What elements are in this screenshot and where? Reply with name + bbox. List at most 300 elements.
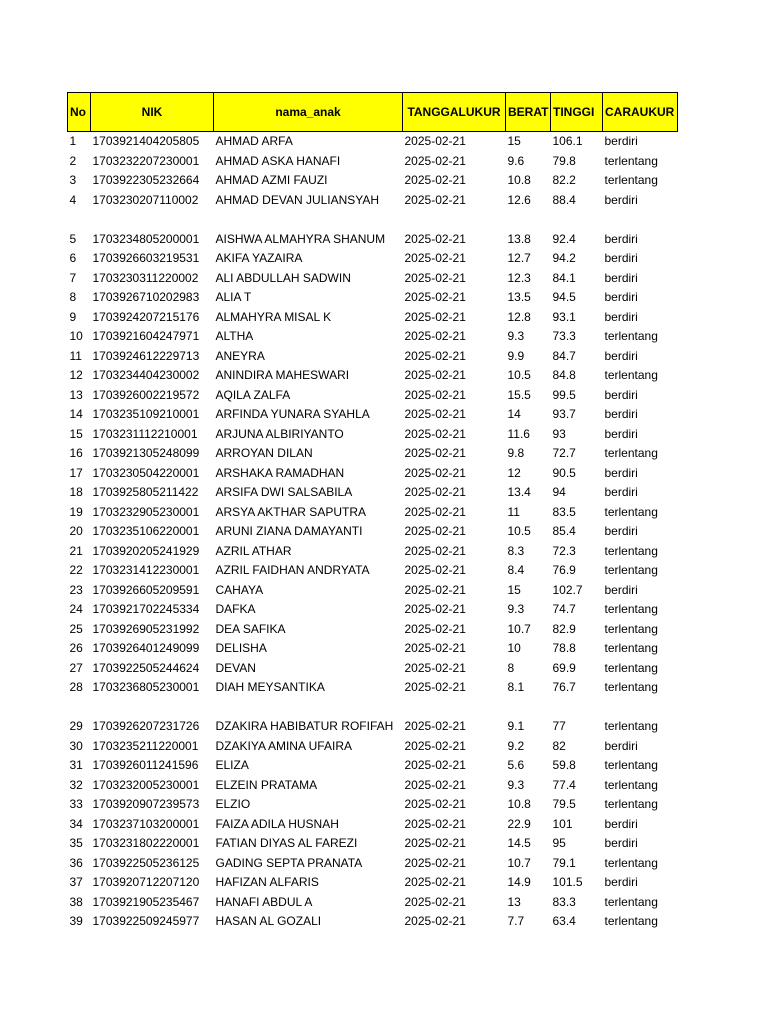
table-row [68,288,678,308]
cell-no[interactable]: 38 [69,894,83,909]
cell-no[interactable]: 19 [69,504,83,519]
cell-no[interactable]: 29 [69,719,83,734]
cell-caraukur[interactable]: berdiri [604,290,638,305]
cell-nik[interactable]: 1703234404230002 [92,368,200,383]
cell-caraukur[interactable]: terlentang [604,680,658,695]
cell-berat[interactable]: 8.4 [507,563,525,578]
cell-caraukur[interactable]: terlentang [604,504,658,519]
cell-berat[interactable]: 12 [507,465,521,480]
cell-tinggi[interactable]: 77 [552,719,566,734]
cell-nik[interactable]: 1703920205241929 [92,543,200,558]
cell-nama-anak[interactable]: AZRIL ATHAR [215,543,292,558]
cell-berat[interactable]: 14 [507,407,521,422]
cell-no[interactable]: 12 [69,368,83,383]
cell-berat[interactable]: 15 [507,582,521,597]
cell-no[interactable]: 9 [69,309,77,324]
table-row [68,171,678,191]
blank-cell [214,698,403,718]
cell-nik[interactable]: 1703235211220001 [92,738,199,753]
cell-caraukur[interactable]: terlentang [604,173,658,188]
cell-tanggalukur[interactable]: 2025-02-21 [404,719,466,734]
cell-nama-anak[interactable]: DIAH MEYSANTIKA [215,680,325,695]
cell-no[interactable]: 34 [69,816,83,831]
cell-caraukur[interactable]: berdiri [604,485,638,500]
cell-tinggi[interactable]: 79.5 [552,797,576,812]
cell-berat[interactable]: 10.8 [507,797,531,812]
cell-nik[interactable]: 1703232207230001 [92,153,200,168]
cell-tanggalukur[interactable]: 2025-02-21 [404,602,466,617]
cell-berat[interactable]: 13.8 [507,231,531,246]
table-row [68,737,678,757]
cell-caraukur[interactable]: berdiri [604,134,638,149]
cell-nama-anak[interactable]: ALTHA [215,329,254,344]
cell-no[interactable]: 18 [69,485,83,500]
cell-caraukur[interactable]: berdiri [604,270,638,285]
table-row [68,776,678,796]
cell-caraukur[interactable]: berdiri [604,407,638,422]
cell-nama-anak[interactable]: AHMAD ARFA [215,134,293,149]
cell-nama-anak[interactable]: AHMAD AZMI FAUZI [215,173,328,188]
cell-berat[interactable]: 9.1 [507,719,525,734]
cell-no[interactable]: 30 [69,738,83,753]
cell-nama-anak[interactable]: AHMAD DEVAN JULIANSYAH [215,192,380,207]
cell-no[interactable]: 15 [69,426,83,441]
cell-caraukur[interactable]: terlentang [604,621,658,636]
cell-berat[interactable]: 8.1 [507,680,525,695]
cell-no[interactable]: 26 [69,641,83,656]
cell-tanggalukur[interactable]: 2025-02-21 [404,348,466,363]
cell-berat[interactable]: 9.6 [507,153,525,168]
cell-berat[interactable]: 10.5 [507,368,531,383]
blank-cell [68,210,91,230]
cell-nama-anak[interactable]: ALIA T [215,290,252,305]
cell-nik[interactable]: 1703921905235467 [92,894,200,909]
cell-caraukur[interactable]: terlentang [604,894,658,909]
cell-berat[interactable]: 10.8 [507,173,531,188]
cell-nik[interactable]: 1703924612229713 [92,348,200,363]
cell-berat[interactable]: 8 [507,660,515,675]
cell-tanggalukur[interactable]: 2025-02-21 [404,563,466,578]
cell-tanggalukur[interactable]: 2025-02-21 [404,738,466,753]
cell-no[interactable]: 10 [69,329,83,344]
cell-tinggi[interactable]: 99.5 [552,387,576,402]
table-row [68,893,678,913]
cell-caraukur[interactable]: berdiri [604,309,638,324]
cell-tinggi[interactable]: 72.3 [552,543,576,558]
cell-tanggalukur[interactable]: 2025-02-21 [404,504,466,519]
cell-tinggi[interactable]: 94.5 [552,290,576,305]
cell-tinggi[interactable]: 83.3 [552,894,576,909]
cell-nama-anak[interactable]: ALI ABDULLAH SADWIN [215,270,351,285]
cell-nik[interactable]: 1703920712207120 [92,875,200,890]
cell-caraukur[interactable]: berdiri [604,251,638,266]
cell-tanggalukur[interactable]: 2025-02-21 [404,524,466,539]
cell-nik[interactable]: 1703926710202983 [92,290,200,305]
cell-nik[interactable]: 1703922505244624 [92,660,200,675]
cell-no[interactable]: 31 [69,758,83,773]
cell-berat[interactable]: 9.2 [507,738,525,753]
cell-no[interactable]: 32 [69,777,83,792]
cell-caraukur[interactable]: terlentang [604,329,658,344]
cell-no[interactable]: 27 [69,660,83,675]
cell-caraukur[interactable]: berdiri [604,738,638,753]
cell-nama-anak[interactable]: FAIZA ADILA HUSNAH [215,816,339,831]
cell-tanggalukur[interactable]: 2025-02-21 [404,855,466,870]
cell-berat[interactable]: 9.3 [507,329,525,344]
cell-nama-anak[interactable]: ARSIFA DWI SALSABILA [215,485,353,500]
cell-berat[interactable]: 14.5 [507,836,531,851]
table-row [68,678,678,698]
cell-caraukur[interactable]: terlentang [604,602,658,617]
cell-no[interactable]: 35 [69,836,83,851]
cell-berat[interactable]: 10.7 [507,621,531,636]
cell-berat[interactable]: 10.7 [507,855,531,870]
cell-berat[interactable]: 13 [507,894,521,909]
table-row [68,249,678,269]
cell-tanggalukur[interactable]: 2025-02-21 [404,192,466,207]
table-row [68,659,678,679]
cell-tinggi[interactable]: 79.1 [552,855,576,870]
table-row [68,873,678,893]
cell-caraukur[interactable]: berdiri [604,348,638,363]
cell-nik[interactable]: 1703922305232664 [92,173,200,188]
cell-tinggi[interactable]: 106.1 [552,134,583,149]
cell-tinggi[interactable]: 88.4 [552,192,576,207]
table-row [68,581,678,601]
cell-nama-anak[interactable]: DELISHA [215,641,267,656]
cell-tanggalukur[interactable]: 2025-02-21 [404,641,466,656]
cell-berat[interactable]: 15 [507,134,521,149]
table-row [68,366,678,386]
cell-caraukur[interactable]: berdiri [604,465,638,480]
cell-nama-anak[interactable]: ELZIO [215,797,251,812]
cell-nama-anak[interactable]: AHMAD ASKA HANAFI [215,153,341,168]
cell-no[interactable]: 6 [69,251,77,266]
cell-tinggi[interactable]: 85.4 [552,524,576,539]
cell-caraukur[interactable]: berdiri [604,231,638,246]
cell-nik[interactable]: 1703925805211422 [92,485,199,500]
cell-tanggalukur[interactable]: 2025-02-21 [404,134,466,149]
cell-nama-anak[interactable]: GADING SEPTA PRANATA [215,855,363,870]
cell-nik[interactable]: 1703236805230001 [92,680,200,695]
cell-no[interactable]: 8 [69,290,77,305]
cell-caraukur[interactable]: terlentang [604,153,658,168]
cell-caraukur[interactable]: terlentang [604,368,658,383]
cell-tanggalukur[interactable]: 2025-02-21 [404,465,466,480]
cell-nik[interactable]: 1703926603219531 [92,251,200,266]
cell-nama-anak[interactable]: HASAN AL GOZALI [215,914,322,929]
cell-tinggi[interactable]: 82.9 [552,621,576,636]
cell-nama-anak[interactable]: ANINDIRA MAHESWARI [215,368,350,383]
cell-berat[interactable]: 9.3 [507,777,525,792]
cell-berat[interactable]: 9.8 [507,446,525,461]
cell-tinggi[interactable]: 76.9 [552,563,576,578]
cell-berat[interactable]: 12.3 [507,270,531,285]
cell-no[interactable]: 39 [69,914,83,929]
table-row [68,639,678,659]
cell-tinggi[interactable]: 84.7 [552,348,576,363]
cell-nama-anak[interactable]: DZAKIYA AMINA UFAIRA [215,738,352,753]
cell-nama-anak[interactable]: DEVAN [215,660,256,675]
cell-nik[interactable]: 1703235106220001 [92,524,200,539]
cell-tinggi[interactable]: 72.7 [552,446,576,461]
cell-nama-anak[interactable]: ALMAHYRA MISAL K [215,309,332,324]
cell-tinggi[interactable]: 93.7 [552,407,576,422]
cell-no[interactable]: 3 [69,173,77,188]
cell-nik[interactable]: 1703232905230001 [92,504,200,519]
cell-nama-anak[interactable]: ARUNI ZIANA DAMAYANTI [215,524,363,539]
cell-nik[interactable]: 1703232005230001 [92,777,200,792]
blank-cell [506,698,551,718]
cell-nik[interactable]: 1703230504220001 [92,465,200,480]
cell-nik[interactable]: 1703926002219572 [92,387,200,402]
cell-tinggi[interactable]: 82.2 [552,173,576,188]
cell-tanggalukur[interactable]: 2025-02-21 [404,251,466,266]
cell-nama-anak[interactable]: ARJUNA ALBIRIYANTO [215,426,344,441]
cell-caraukur[interactable]: terlentang [604,797,658,812]
cell-caraukur[interactable]: terlentang [604,641,658,656]
cell-no[interactable]: 13 [69,387,83,402]
cell-nama-anak[interactable]: ANEYRA [215,348,265,363]
cell-no[interactable]: 22 [69,563,83,578]
cell-nik[interactable]: 1703920907239573 [92,797,200,812]
cell-tinggi[interactable]: 84.1 [552,270,576,285]
cell-nama-anak[interactable]: ELIZA [215,758,249,773]
cell-no[interactable]: 11 [69,348,82,363]
cell-tanggalukur[interactable]: 2025-02-21 [404,387,466,402]
cell-nik[interactable]: 1703922505236125 [92,855,200,870]
cell-tanggalukur[interactable]: 2025-02-21 [404,582,466,597]
cell-nama-anak[interactable]: HAFIZAN ALFARIS [215,875,319,890]
cell-nik[interactable]: 1703926905231992 [92,621,200,636]
cell-nik[interactable]: 1703926011241596 [92,758,199,773]
cell-berat[interactable]: 9.9 [507,348,525,363]
cell-nik[interactable]: 1703234805200001 [92,231,200,246]
cell-tanggalukur[interactable]: 2025-02-21 [404,231,466,246]
cell-tanggalukur[interactable]: 2025-02-21 [404,758,466,773]
cell-nama-anak[interactable]: HANAFI ABDUL A [215,894,313,909]
cell-tinggi[interactable]: 77.4 [552,777,576,792]
cell-nama-anak[interactable]: ARSHAKA RAMADHAN [215,465,345,480]
cell-no[interactable]: 20 [69,524,83,539]
cell-tanggalukur[interactable]: 2025-02-21 [404,368,466,383]
cell-berat[interactable]: 13.4 [507,485,531,500]
cell-tanggalukur[interactable]: 2025-02-21 [404,914,466,929]
cell-tinggi[interactable]: 63.4 [552,914,576,929]
cell-no[interactable]: 33 [69,797,83,812]
table-row [68,269,678,289]
cell-tanggalukur[interactable]: 2025-02-21 [404,797,466,812]
cell-tinggi[interactable]: 79.8 [552,153,576,168]
cell-caraukur[interactable]: berdiri [604,426,638,441]
cell-no[interactable]: 28 [69,680,83,695]
cell-caraukur[interactable]: berdiri [604,836,638,851]
cell-tinggi[interactable]: 93 [552,426,566,441]
cell-nama-anak[interactable]: AQILA ZALFA [215,387,291,402]
cell-tinggi[interactable]: 92.4 [552,231,576,246]
cell-tanggalukur[interactable]: 2025-02-21 [404,426,466,441]
cell-nik[interactable]: 1703231802220001 [92,836,200,851]
cell-tinggi[interactable]: 102.7 [552,582,583,597]
cell-tanggalukur[interactable]: 2025-02-21 [404,894,466,909]
cell-nama-anak[interactable]: DZAKIRA HABIBATUR ROFIFAH [215,719,394,734]
cell-berat[interactable]: 14.9 [507,875,531,890]
cell-tanggalukur[interactable]: 2025-02-21 [404,836,466,851]
cell-tanggalukur[interactable]: 2025-02-21 [404,173,466,188]
cell-nik[interactable]: 1703230207110002 [92,192,199,207]
cell-berat[interactable]: 15.5 [507,387,531,402]
cell-nik[interactable]: 1703921305248099 [92,446,200,461]
cell-berat[interactable]: 5.6 [507,758,525,773]
cell-no[interactable]: 5 [69,231,77,246]
cell-no[interactable]: 4 [69,192,77,207]
cell-berat[interactable]: 10 [507,641,521,656]
blank-row [68,210,678,230]
cell-nik[interactable]: 1703924207215176 [92,309,200,324]
cell-tanggalukur[interactable]: 2025-02-21 [404,816,466,831]
cell-caraukur[interactable]: terlentang [604,855,658,870]
cell-tanggalukur[interactable]: 2025-02-21 [404,680,466,695]
cell-no[interactable]: 37 [69,875,83,890]
cell-tanggalukur[interactable]: 2025-02-21 [404,309,466,324]
cell-tanggalukur[interactable]: 2025-02-21 [404,543,466,558]
cell-tanggalukur[interactable]: 2025-02-21 [404,446,466,461]
cell-nama-anak[interactable]: DAFKA [215,602,256,617]
cell-caraukur[interactable]: berdiri [604,875,638,890]
cell-nik[interactable]: 1703926401249099 [92,641,200,656]
cell-berat[interactable]: 7.7 [507,914,525,929]
cell-berat[interactable]: 12.7 [507,251,531,266]
cell-tinggi[interactable]: 69.9 [552,660,576,675]
cell-tanggalukur[interactable]: 2025-02-21 [404,290,466,305]
cell-caraukur[interactable]: terlentang [604,660,658,675]
cell-tinggi[interactable]: 59.8 [552,758,576,773]
cell-caraukur[interactable]: terlentang [604,543,658,558]
cell-tinggi[interactable]: 84.8 [552,368,576,383]
cell-no[interactable]: 7 [69,270,77,285]
cell-caraukur[interactable]: berdiri [604,192,638,207]
cell-tinggi[interactable]: 82 [552,738,566,753]
cell-no[interactable]: 16 [69,446,83,461]
cell-tinggi[interactable]: 101 [552,816,573,831]
cell-nik[interactable]: 1703921702245334 [92,602,200,617]
cell-nik[interactable]: 1703926207231726 [92,719,200,734]
cell-nama-anak[interactable]: AZRIL FAIDHAN ANDRYATA [215,563,370,578]
cell-nama-anak[interactable]: AKIFA YAZAIRA [215,251,303,266]
cell-nik[interactable]: 1703921604247971 [92,329,200,344]
cell-nama-anak[interactable]: FATIAN DIYAS AL FAREZI [215,836,358,851]
cell-nama-anak[interactable]: DEA SAFIKA [215,621,286,636]
cell-nama-anak[interactable]: ARROYAN DILAN [215,446,313,461]
cell-caraukur[interactable]: berdiri [604,582,638,597]
cell-no[interactable]: 25 [69,621,83,636]
cell-tanggalukur[interactable]: 2025-02-21 [404,407,466,422]
cell-berat[interactable]: 11 [507,504,520,519]
cell-caraukur[interactable]: berdiri [604,387,638,402]
cell-tanggalukur[interactable]: 2025-02-21 [404,329,466,344]
table-row [68,464,678,484]
cell-berat[interactable]: 12.6 [507,192,531,207]
table-body [68,132,678,932]
cell-no[interactable]: 1 [69,134,77,149]
cell-caraukur[interactable]: terlentang [604,446,658,461]
cell-caraukur[interactable]: terlentang [604,777,658,792]
cell-tinggi[interactable]: 101.5 [552,875,583,890]
cell-nama-anak[interactable]: AISHWA ALMAHYRA SHANUM [215,231,386,246]
cell-tanggalukur[interactable]: 2025-02-21 [404,660,466,675]
blank-cell [91,698,214,718]
cell-tanggalukur[interactable]: 2025-02-21 [404,621,466,636]
cell-berat[interactable]: 8.3 [507,543,525,558]
cell-tinggi[interactable]: 94.2 [552,251,576,266]
table-row [68,132,678,152]
cell-no[interactable]: 24 [69,602,83,617]
cell-berat[interactable]: 13.5 [507,290,531,305]
cell-tinggi[interactable]: 90.5 [552,465,576,480]
cell-tanggalukur[interactable]: 2025-02-21 [404,777,466,792]
cell-nik[interactable]: 1703231112210001 [92,426,198,441]
cell-no[interactable]: 2 [69,153,77,168]
cell-tanggalukur[interactable]: 2025-02-21 [404,153,466,168]
blank-cell [603,210,678,230]
cell-nama-anak[interactable]: ELZEIN PRATAMA [215,777,318,792]
cell-tanggalukur[interactable]: 2025-02-21 [404,485,466,500]
cell-caraukur[interactable]: terlentang [604,758,658,773]
cell-no[interactable]: 23 [69,582,83,597]
cell-caraukur[interactable]: berdiri [604,524,638,539]
cell-tinggi[interactable]: 73.3 [552,329,576,344]
cell-caraukur[interactable]: terlentang [604,914,658,929]
cell-tanggalukur[interactable]: 2025-02-21 [404,875,466,890]
cell-nik[interactable]: 1703231412230001 [92,563,200,578]
cell-berat[interactable]: 12.8 [507,309,531,324]
cell-nik[interactable]: 1703235109210001 [92,407,200,422]
cell-berat[interactable]: 11.6 [507,426,530,441]
cell-caraukur[interactable]: terlentang [604,563,658,578]
cell-nama-anak[interactable]: ARFINDA YUNARA SYAHLA [215,407,370,422]
cell-tinggi[interactable]: 95 [552,836,566,851]
cell-caraukur[interactable]: berdiri [604,816,638,831]
table-row [68,717,678,737]
cell-nama-anak[interactable]: ARSYA AKTHAR SAPUTRA [215,504,366,519]
header-nik: NIK [91,93,214,132]
cell-caraukur[interactable]: terlentang [604,719,658,734]
table-row [68,405,678,425]
cell-nik[interactable]: 1703921404205805 [92,134,200,149]
cell-berat[interactable]: 9.3 [507,602,525,617]
cell-nik[interactable]: 1703926605209591 [92,582,200,597]
cell-tinggi[interactable]: 76.7 [552,680,576,695]
cell-tinggi[interactable]: 83.5 [552,504,576,519]
cell-nik[interactable]: 1703230311220002 [92,270,199,285]
table-row [68,230,678,250]
cell-tinggi[interactable]: 78.8 [552,641,576,656]
cell-no[interactable]: 17 [69,465,83,480]
cell-no[interactable]: 36 [69,855,83,870]
cell-nik[interactable]: 1703922509245977 [92,914,200,929]
cell-berat[interactable]: 10.5 [507,524,531,539]
cell-tanggalukur[interactable]: 2025-02-21 [404,270,466,285]
cell-berat[interactable]: 22.9 [507,816,531,831]
cell-tinggi[interactable]: 93.1 [552,309,576,324]
cell-no[interactable]: 21 [69,543,83,558]
cell-nama-anak[interactable]: CAHAYA [215,582,264,597]
cell-no[interactable]: 14 [69,407,83,422]
header-no: No [68,93,91,132]
cell-tinggi[interactable]: 74.7 [552,602,576,617]
cell-tinggi[interactable]: 94 [552,485,566,500]
cell-nik[interactable]: 1703237103200001 [92,816,200,831]
